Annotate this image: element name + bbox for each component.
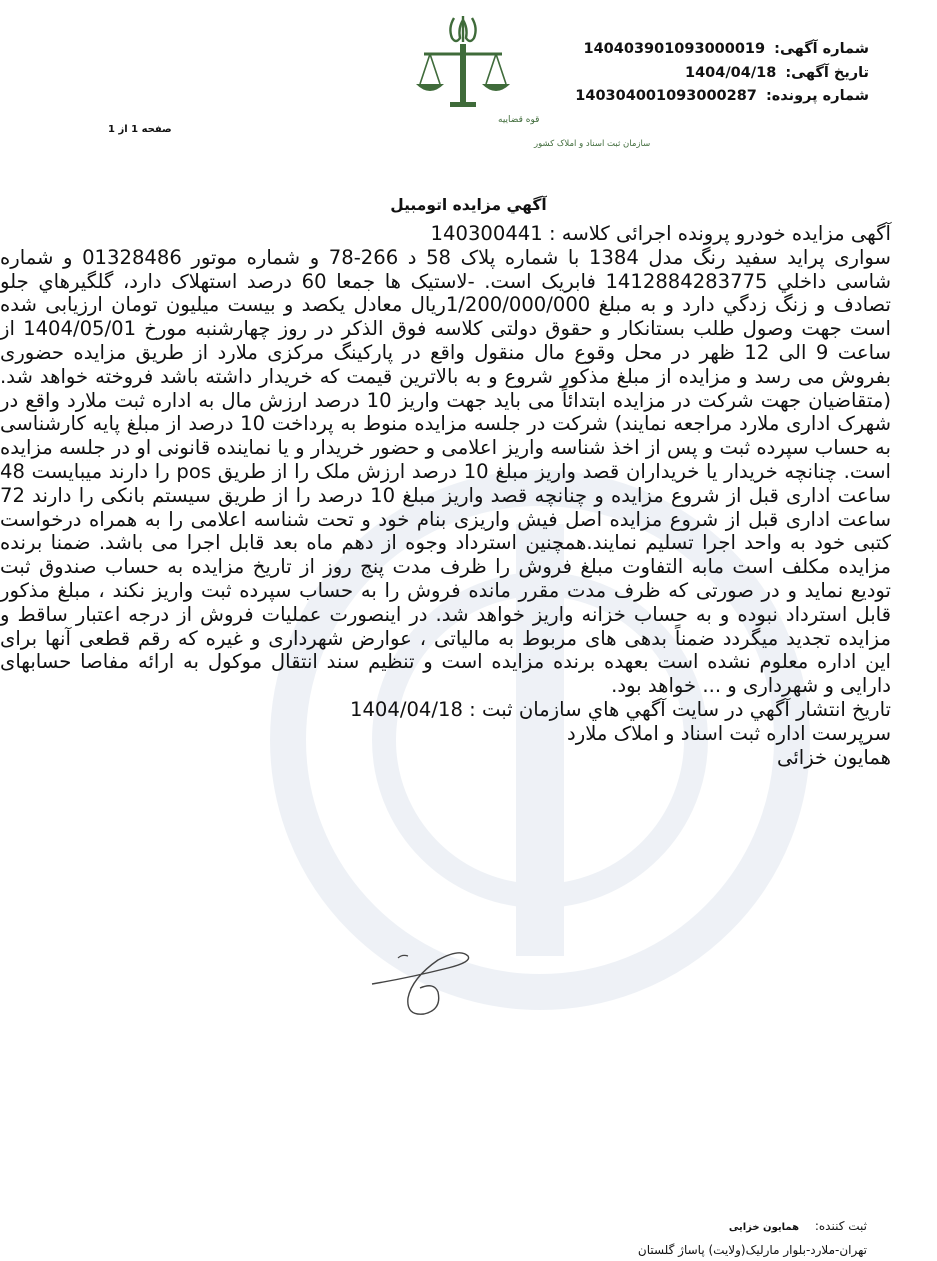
ad-metadata	[549, 38, 869, 109]
ad-number-row	[549, 38, 869, 62]
signer-title: سرپرست اداره ثبت اسناد و املاک ملارد	[567, 721, 891, 745]
case-number-row	[549, 85, 869, 109]
registrar-name: همایون خزایی	[728, 1222, 800, 1233]
notice-title: آگهي مزايده اتومبيل	[390, 196, 547, 214]
case-number-label: شماره پرونده:	[765, 88, 869, 104]
ad-number-label: شماره آگهی:	[774, 41, 869, 57]
notice-main-text: سواری پراید سفید رنگ مدل 1384 با شماره پلاک 58 د 266-78 و شماره موتور 01328486 و شماره شاسی داخلي 1412884283775 فابریک است. -لاستیک ها جمعا 60 درصد استهلاک دارد، گلگیرهاي جلو تصادف و زنگ زدگي دارد و به مبلغ 1/200/000/000ریال معادل یکصد و بیست میلیون تومان ارزیابی شده است جهت وصول طلب بستانکار و حقوق دولتی کلاسه فوق الذکر در روز چهارشنبه مورخ 1404/05/01 از ساعت 9 الی 12 ظهر در محل وقوع مال منقول واقع در پارکینگ مرکزی ملارد از طریق مزایده حضوری بفروش می رسد و مزایده از مبلغ مذکور شروع و به بالاترین قیمت که خریدار داشته باشد فروخته خواهد شد.(متقاضیان جهت شرکت در مزایده ابتدائاً می باید جهت واریز 10 درصد ارزش مال به اداره ثبت ملارد واقع در شهرک اداری ملارد مراجعه نمایند) شرکت در جلسه مزایده منوط به پرداخت 10 درصد از مبلغ پایه کارشناسی به حساب سپرده ثبت و پس از اخذ شناسه واریز اعلامی و حضور خریدار و یا نماینده قانونی او در جلسه مزایده است. چنانچه خریدار یا خریداران قصد واریز مبلغ 10 درصد ارزش ملک را از طریق pos را دارند میبایست 48 ساعت اداری قبل از شروع مزایده و چنانچه قصد واریز مبلغ 10 درصد را از طریق سیستم بانکی را دارند 72 ساعت اداری قبل از شروع مزایده اصل فیش واریزی بنام خود و تحت شناسه اعلامی را به همراه درخواست کتبی خود به واحد اجرا تسلیم نمایند.همچنین استرداد وجوه از دهم ماه بعد قابل اجرا می باشد. ضمنا برنده مزایده مکلف است مابه التفاوت مبلغ فروش را ظرف مدت پنج روز از تاریخ مزایده به حساب صندوق ثبت تودیع نماید و در صورتی که ظرف مدت مقرر مانده فروش را به حساب سپرده ثبت واریز نکند ، مبلغ مذکور قابل استرداد نبوده و به حساب خزانه واریز خواهد شد. در اینصورت عملیات فروش از درجه اعتبار ساقط و مزایده تجدید میگردد ضمناً بدهی های مربوط به مالیاتی ، عوارض شهرداری و غیره که رقم قطعی آنها برای این اداره معلوم نشده است بعهده برنده مزایده است و تنظیم سند انتقال موکول به ارائه مفاصا حسابهای دارایی و شهرداری و ... خواهد بود.	[0, 245, 892, 698]
file-number-line: آگهی مزایده خودرو پرونده اجرائی کلاسه : 140300441	[430, 222, 891, 245]
ad-number: 14040390109300​0019	[583, 41, 766, 57]
emblem-caption-2: سازمان ثبت اسناد و املاک کشور	[534, 139, 651, 149]
handwritten-signature-icon	[368, 938, 478, 1028]
case-number: 14030400109300​0287	[575, 88, 757, 104]
judiciary-emblem-icon	[388, 8, 651, 158]
signer-name: همایون خزائی	[777, 745, 891, 769]
ad-date-label: تاریخ آگهی:	[785, 64, 869, 81]
publish-date-line: تاریخ انتشار آگهي در سایت آگهي هاي سازمان ثبت : 1404/04/18	[349, 697, 891, 721]
address-row: تهران-ملارد-بلوار مارلیک(ولایت) پاساژ گلستان	[637, 1243, 867, 1257]
registrar-row	[347, 1215, 867, 1239]
footer	[347, 1215, 867, 1261]
page-indicator: صفحه 1 از 1	[108, 124, 172, 135]
notice-body	[0, 222, 891, 769]
emblem-caption-1: قوه قضاییه	[498, 115, 540, 125]
ad-date: 1404/04/18	[685, 64, 777, 81]
registrar-label: ثبت کننده:	[814, 1219, 867, 1233]
ad-date-row	[549, 62, 869, 86]
